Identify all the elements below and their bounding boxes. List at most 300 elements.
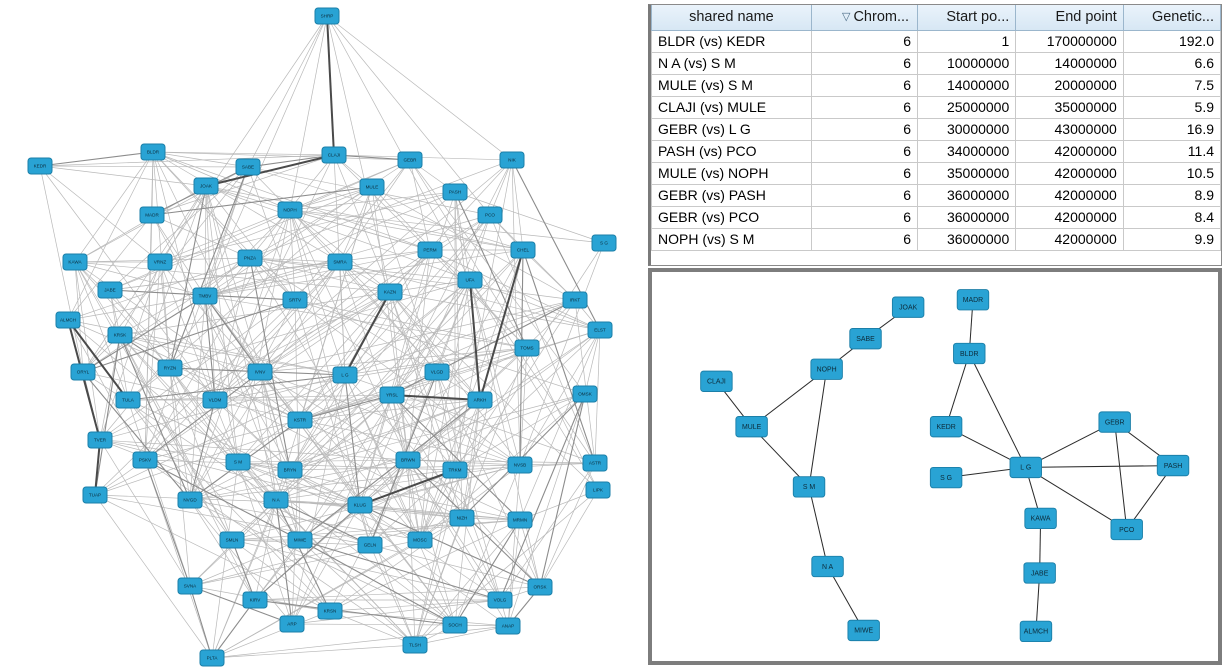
- node-shape[interactable]: [178, 492, 202, 508]
- table-cell-start_point[interactable]: 35000000: [918, 162, 1016, 184]
- network-edge[interactable]: [300, 540, 415, 645]
- node-vlgd[interactable]: [425, 364, 449, 380]
- network-edge[interactable]: [40, 166, 248, 167]
- node-noph[interactable]: [278, 202, 302, 218]
- node-klug[interactable]: [348, 497, 372, 513]
- network-edge[interactable]: [205, 296, 215, 400]
- network-edge[interactable]: [327, 16, 334, 155]
- node-shape[interactable]: [573, 386, 597, 402]
- node-bryn[interactable]: [278, 462, 302, 478]
- node-s-m[interactable]: [793, 477, 824, 497]
- node-shape[interactable]: [1111, 519, 1142, 539]
- network-edge[interactable]: [215, 262, 340, 400]
- node-shape[interactable]: [586, 482, 610, 498]
- table-cell-chromosome[interactable]: 6: [811, 118, 917, 140]
- table-row[interactable]: [652, 140, 1221, 162]
- node-s-m[interactable]: [226, 454, 250, 470]
- node-shape[interactable]: [793, 477, 824, 497]
- network-edge[interactable]: [95, 335, 120, 495]
- node-krsn[interactable]: [318, 603, 342, 619]
- node-shape[interactable]: [88, 432, 112, 448]
- node-shrp[interactable]: [315, 8, 339, 24]
- node-sabe[interactable]: [850, 328, 881, 348]
- node-shape[interactable]: [226, 454, 250, 470]
- node-shape[interactable]: [701, 371, 732, 391]
- node-shape[interactable]: [56, 312, 80, 328]
- node-shape[interactable]: [450, 510, 474, 526]
- node-shape[interactable]: [141, 144, 165, 160]
- node-ryzn[interactable]: [158, 360, 182, 376]
- node-shape[interactable]: [443, 462, 467, 478]
- node-svna[interactable]: [178, 578, 202, 594]
- node-shape[interactable]: [63, 254, 87, 270]
- node-miwe[interactable]: [288, 532, 312, 548]
- node-vldm[interactable]: [203, 392, 227, 408]
- node-label: KSTR: [293, 417, 307, 423]
- node-jabe[interactable]: [1024, 563, 1055, 583]
- node-shape[interactable]: [236, 159, 260, 175]
- table-column-label: End point: [1055, 9, 1117, 26]
- network-edge[interactable]: [969, 354, 1025, 468]
- node-shape[interactable]: [1025, 508, 1056, 528]
- network-edge[interactable]: [248, 167, 295, 300]
- table-cell-chromosome[interactable]: 6: [811, 206, 917, 228]
- network-edge[interactable]: [1026, 466, 1173, 468]
- node-shape[interactable]: [1099, 412, 1130, 432]
- table-cell-start_point[interactable]: 36000000: [918, 184, 1016, 206]
- node-madr[interactable]: [140, 207, 164, 223]
- table-column-header-genetic[interactable]: [1123, 5, 1220, 30]
- table-row[interactable]: [652, 184, 1221, 206]
- node-shape[interactable]: [563, 292, 587, 308]
- network-edge[interactable]: [205, 262, 340, 296]
- node-ivnv[interactable]: [248, 364, 272, 380]
- node-astr[interactable]: [583, 455, 607, 471]
- node-irkt[interactable]: [563, 292, 587, 308]
- node-shape[interactable]: [278, 202, 302, 218]
- node-shape[interactable]: [200, 650, 224, 666]
- table-cell-shared_name[interactable]: PASH (vs) PCO: [652, 140, 812, 162]
- node-kawa[interactable]: [1025, 508, 1056, 528]
- network-edge[interactable]: [334, 155, 512, 160]
- node-oryl[interactable]: [71, 364, 95, 380]
- node-mrmn[interactable]: [508, 512, 532, 528]
- node-shape[interactable]: [892, 297, 923, 317]
- node-jabe[interactable]: [98, 282, 122, 298]
- network-edge[interactable]: [437, 372, 508, 626]
- filtered-network-canvas[interactable]: [652, 272, 1218, 661]
- node-smra[interactable]: [328, 254, 352, 270]
- node-tula[interactable]: [116, 392, 140, 408]
- node-l-g[interactable]: [333, 367, 357, 383]
- network-edge[interactable]: [300, 292, 390, 420]
- node-shape[interactable]: [378, 284, 402, 300]
- node-shape[interactable]: [957, 290, 988, 310]
- table-cell-genetic[interactable]: 192.0: [1123, 30, 1220, 52]
- table-cell-chromosome[interactable]: 6: [811, 228, 917, 250]
- node-geln[interactable]: [358, 537, 382, 553]
- network-edge[interactable]: [512, 160, 523, 250]
- node-shape[interactable]: [443, 184, 467, 200]
- network-edge[interactable]: [809, 487, 828, 567]
- table-cell-chromosome[interactable]: 6: [811, 184, 917, 206]
- table-row[interactable]: [652, 228, 1221, 250]
- node-nik[interactable]: [500, 152, 524, 168]
- table-cell-genetic[interactable]: 16.9: [1123, 118, 1220, 140]
- node-krsk[interactable]: [108, 327, 132, 343]
- network-edge[interactable]: [327, 16, 470, 280]
- node-nvgd[interactable]: [178, 492, 202, 508]
- table-cell-genetic[interactable]: 10.5: [1123, 162, 1220, 184]
- table-column-label: Genetic...: [1151, 9, 1214, 26]
- node-shape[interactable]: [98, 282, 122, 298]
- network-edge[interactable]: [809, 369, 827, 487]
- node-pco[interactable]: [1111, 519, 1142, 539]
- node-perm[interactable]: [418, 242, 442, 258]
- node-tver[interactable]: [88, 432, 112, 448]
- table-cell-end_point[interactable]: 14000000: [1016, 52, 1124, 74]
- table-cell-shared_name[interactable]: GEBR (vs) PCO: [652, 206, 812, 228]
- node-shape[interactable]: [178, 578, 202, 594]
- node-tuap[interactable]: [83, 487, 107, 503]
- node-label: SABE: [856, 335, 875, 343]
- node-mule[interactable]: [360, 179, 384, 195]
- node-shape[interactable]: [930, 416, 961, 436]
- node-shape[interactable]: [588, 322, 612, 338]
- table-cell-genetic[interactable]: 5.9: [1123, 96, 1220, 118]
- table-cell-start_point[interactable]: 14000000: [918, 74, 1016, 96]
- node-shape[interactable]: [148, 254, 172, 270]
- network-edge[interactable]: [68, 296, 205, 320]
- node-nvsb[interactable]: [508, 457, 532, 473]
- node-toms[interactable]: [515, 340, 539, 356]
- table-cell-chromosome[interactable]: 6: [811, 162, 917, 184]
- network-edge[interactable]: [160, 16, 327, 262]
- table-row[interactable]: [652, 206, 1221, 228]
- node-pash[interactable]: [1157, 455, 1188, 475]
- table-cell-end_point[interactable]: 42000000: [1016, 228, 1124, 250]
- node-shape[interactable]: [1020, 621, 1051, 641]
- table-cell-start_point[interactable]: 30000000: [918, 118, 1016, 140]
- table-cell-start_point[interactable]: 1: [918, 30, 1016, 52]
- node-shape[interactable]: [508, 457, 532, 473]
- node-mosc[interactable]: [408, 532, 432, 548]
- node-shape[interactable]: [194, 178, 218, 194]
- node-shape[interactable]: [1010, 457, 1041, 477]
- node-shape[interactable]: [193, 288, 217, 304]
- node-s-g[interactable]: [592, 235, 616, 251]
- table-column-header-start_point[interactable]: [918, 5, 1016, 30]
- node-pco[interactable]: [478, 207, 502, 223]
- node-bldr[interactable]: [141, 144, 165, 160]
- network-edge[interactable]: [392, 395, 480, 400]
- table-column-header-shared_name[interactable]: [652, 5, 812, 30]
- node-shape[interactable]: [358, 537, 382, 553]
- table-cell-end_point[interactable]: 42000000: [1016, 184, 1124, 206]
- network-edge[interactable]: [540, 394, 585, 587]
- network-edge[interactable]: [205, 186, 206, 296]
- table-cell-end_point[interactable]: 42000000: [1016, 206, 1124, 228]
- network-edge[interactable]: [276, 187, 372, 500]
- node-shape[interactable]: [288, 532, 312, 548]
- table-cell-start_point[interactable]: 10000000: [918, 52, 1016, 74]
- node-shape[interactable]: [203, 392, 227, 408]
- node-nizh[interactable]: [450, 510, 474, 526]
- node-orsk[interactable]: [528, 579, 552, 595]
- network-edge[interactable]: [290, 210, 437, 372]
- node-shape[interactable]: [511, 242, 535, 258]
- table-cell-chromosome[interactable]: 6: [811, 52, 917, 74]
- node-label: ARP: [287, 621, 297, 627]
- table-cell-end_point[interactable]: 42000000: [1016, 140, 1124, 162]
- node-n-a[interactable]: [812, 556, 843, 576]
- node-pnza[interactable]: [238, 250, 262, 266]
- network-edge[interactable]: [110, 187, 372, 290]
- node-shape[interactable]: [403, 637, 427, 653]
- node-almch[interactable]: [1020, 621, 1051, 641]
- table-cell-shared_name[interactable]: CLAJI (vs) MULE: [652, 96, 812, 118]
- node-shape[interactable]: [140, 207, 164, 223]
- network-edge[interactable]: [946, 354, 969, 427]
- node-shape[interactable]: [1157, 455, 1188, 475]
- node-gebr[interactable]: [1099, 412, 1130, 432]
- table-cell-genetic[interactable]: 9.9: [1123, 228, 1220, 250]
- edge-attribute-table-panel[interactable]: [648, 4, 1222, 266]
- filtered-network-view[interactable]: [648, 268, 1222, 665]
- table-cell-start_point[interactable]: 36000000: [918, 228, 1016, 250]
- node-shape[interactable]: [850, 328, 881, 348]
- table-cell-chromosome[interactable]: 6: [811, 74, 917, 96]
- network-edge[interactable]: [152, 187, 372, 215]
- table-cell-genetic[interactable]: 7.5: [1123, 74, 1220, 96]
- table-cell-start_point[interactable]: 25000000: [918, 96, 1016, 118]
- network-edge[interactable]: [205, 192, 455, 296]
- node-label: N A: [821, 563, 834, 571]
- node-ufa[interactable]: [458, 272, 482, 288]
- network-edge[interactable]: [248, 16, 327, 167]
- node-lipk[interactable]: [586, 482, 610, 498]
- node-shape[interactable]: [515, 340, 539, 356]
- node-shape[interactable]: [811, 359, 842, 379]
- node-label: SMLN: [225, 537, 239, 543]
- table-cell-shared_name[interactable]: GEBR (vs) L G: [652, 118, 812, 140]
- node-shape[interactable]: [478, 207, 502, 223]
- node-claji[interactable]: [322, 147, 346, 163]
- node-shape[interactable]: [248, 364, 272, 380]
- node-shape[interactable]: [348, 497, 372, 513]
- node-shape[interactable]: [243, 592, 267, 608]
- node-shape[interactable]: [396, 452, 420, 468]
- node-shape[interactable]: [318, 603, 342, 619]
- table-cell-genetic[interactable]: 8.4: [1123, 206, 1220, 228]
- node-tmbv[interactable]: [193, 288, 217, 304]
- node-l-g[interactable]: [1010, 457, 1041, 477]
- node-arkh[interactable]: [468, 392, 492, 408]
- node-shape[interactable]: [443, 617, 467, 633]
- node-bldr[interactable]: [954, 343, 985, 363]
- node-shape[interactable]: [528, 579, 552, 595]
- node-shape[interactable]: [418, 242, 442, 258]
- node-shape[interactable]: [28, 158, 52, 174]
- node-shape[interactable]: [283, 292, 307, 308]
- table-cell-shared_name[interactable]: BLDR (vs) KEDR: [652, 30, 812, 52]
- node-kirv[interactable]: [243, 592, 267, 608]
- node-chel[interactable]: [511, 242, 535, 258]
- node-tlsh[interactable]: [403, 637, 427, 653]
- node-madr[interactable]: [957, 290, 988, 310]
- node-joak[interactable]: [194, 178, 218, 194]
- table-cell-end_point[interactable]: 170000000: [1016, 30, 1124, 52]
- node-almch[interactable]: [56, 312, 80, 328]
- node-miwe[interactable]: [848, 620, 879, 640]
- node-joak[interactable]: [892, 297, 923, 317]
- table-cell-shared_name[interactable]: N A (vs) S M: [652, 52, 812, 74]
- node-shape[interactable]: [583, 455, 607, 471]
- node-shape[interactable]: [496, 618, 520, 634]
- network-edge[interactable]: [160, 262, 190, 586]
- table-row[interactable]: [652, 96, 1221, 118]
- node-shape[interactable]: [848, 620, 879, 640]
- table-cell-chromosome[interactable]: 6: [811, 30, 917, 52]
- node-shape[interactable]: [278, 462, 302, 478]
- network-edge[interactable]: [1115, 422, 1127, 529]
- node-shape[interactable]: [380, 387, 404, 403]
- node-shape[interactable]: [133, 452, 157, 468]
- network-edge[interactable]: [540, 490, 598, 587]
- table-row[interactable]: [652, 52, 1221, 74]
- table-cell-shared_name[interactable]: NOPH (vs) S M: [652, 228, 812, 250]
- node-yrsl[interactable]: [380, 387, 404, 403]
- node-shape[interactable]: [360, 179, 384, 195]
- table-cell-shared_name[interactable]: MULE (vs) NOPH: [652, 162, 812, 184]
- network-edge[interactable]: [500, 394, 585, 600]
- table-column-header-chromosome[interactable]: [811, 5, 917, 30]
- table-cell-end_point[interactable]: 43000000: [1016, 118, 1124, 140]
- node-brwn[interactable]: [396, 452, 420, 468]
- network-edge[interactable]: [408, 330, 600, 460]
- node-mule[interactable]: [736, 416, 767, 436]
- table-cell-chromosome[interactable]: 6: [811, 96, 917, 118]
- node-shape[interactable]: [322, 147, 346, 163]
- node-kedr[interactable]: [930, 416, 961, 436]
- network-edge[interactable]: [372, 187, 527, 348]
- node-kedr[interactable]: [28, 158, 52, 174]
- table-row[interactable]: [652, 118, 1221, 140]
- node-smln[interactable]: [220, 532, 244, 548]
- node-srtv[interactable]: [283, 292, 307, 308]
- node-s-g[interactable]: [930, 467, 961, 487]
- table-cell-shared_name[interactable]: MULE (vs) S M: [652, 74, 812, 96]
- table-cell-end_point[interactable]: 35000000: [1016, 96, 1124, 118]
- node-shape[interactable]: [83, 487, 107, 503]
- node-shape[interactable]: [500, 152, 524, 168]
- network-edge[interactable]: [540, 463, 595, 587]
- node-kawa[interactable]: [63, 254, 87, 270]
- node-shape[interactable]: [158, 360, 182, 376]
- node-shape[interactable]: [954, 343, 985, 363]
- node-shape[interactable]: [458, 272, 482, 288]
- node-n-a[interactable]: [264, 492, 288, 508]
- table-row[interactable]: [652, 74, 1221, 96]
- node-pskv[interactable]: [133, 452, 157, 468]
- table-body[interactable]: [652, 30, 1221, 250]
- node-shape[interactable]: [220, 532, 244, 548]
- node-arp[interactable]: [280, 616, 304, 632]
- edge-attribute-table[interactable]: [651, 5, 1221, 251]
- network-edge[interactable]: [292, 624, 455, 625]
- node-anap[interactable]: [496, 618, 520, 634]
- table-cell-start_point[interactable]: 34000000: [918, 140, 1016, 162]
- node-shape[interactable]: [280, 616, 304, 632]
- table-cell-chromosome[interactable]: 6: [811, 140, 917, 162]
- table-cell-end_point[interactable]: 42000000: [1016, 162, 1124, 184]
- node-shape[interactable]: [116, 392, 140, 408]
- node-plta[interactable]: [200, 650, 224, 666]
- table-cell-genetic[interactable]: 6.6: [1123, 52, 1220, 74]
- node-shape[interactable]: [468, 392, 492, 408]
- node-label: CHEL: [516, 247, 530, 253]
- node-gebr[interactable]: [398, 152, 422, 168]
- table-cell-genetic[interactable]: 11.4: [1123, 140, 1220, 162]
- node-shape[interactable]: [408, 532, 432, 548]
- table-cell-genetic[interactable]: 8.9: [1123, 184, 1220, 206]
- node-shape[interactable]: [328, 254, 352, 270]
- filter-icon[interactable]: ▽: [841, 11, 851, 24]
- node-elst[interactable]: [588, 322, 612, 338]
- node-omsk[interactable]: [573, 386, 597, 402]
- node-shape[interactable]: [398, 152, 422, 168]
- table-cell-end_point[interactable]: 20000000: [1016, 74, 1124, 96]
- node-shape[interactable]: [333, 367, 357, 383]
- network-edge[interactable]: [95, 495, 212, 658]
- node-kstr[interactable]: [288, 412, 312, 428]
- node-shape[interactable]: [1024, 563, 1055, 583]
- node-shape[interactable]: [592, 235, 616, 251]
- network-edge[interactable]: [190, 586, 212, 658]
- network-edge[interactable]: [290, 395, 392, 470]
- node-shape[interactable]: [108, 327, 132, 343]
- node-pash[interactable]: [443, 184, 467, 200]
- node-shape[interactable]: [315, 8, 339, 24]
- node-kazn[interactable]: [378, 284, 402, 300]
- network-edge[interactable]: [206, 186, 523, 250]
- network-edge[interactable]: [206, 155, 334, 186]
- node-volg[interactable]: [488, 592, 512, 608]
- table-cell-start_point[interactable]: 36000000: [918, 206, 1016, 228]
- node-shape[interactable]: [930, 467, 961, 487]
- node-shape[interactable]: [508, 512, 532, 528]
- node-shape[interactable]: [264, 492, 288, 508]
- node-claji[interactable]: [701, 371, 732, 391]
- node-shape[interactable]: [425, 364, 449, 380]
- node-vrnz[interactable]: [148, 254, 172, 270]
- node-shape[interactable]: [812, 556, 843, 576]
- network-edge[interactable]: [340, 187, 372, 262]
- table-row[interactable]: [652, 162, 1221, 184]
- node-shape[interactable]: [288, 412, 312, 428]
- node-shape[interactable]: [736, 416, 767, 436]
- node-shape[interactable]: [488, 592, 512, 608]
- node-shape[interactable]: [238, 250, 262, 266]
- node-shape[interactable]: [71, 364, 95, 380]
- node-noph[interactable]: [811, 359, 842, 379]
- node-trkm[interactable]: [443, 462, 467, 478]
- node-sabe[interactable]: [236, 159, 260, 175]
- node-soch[interactable]: [443, 617, 467, 633]
- table-cell-shared_name[interactable]: GEBR (vs) PASH: [652, 184, 812, 206]
- table-column-header-end_point[interactable]: [1016, 5, 1124, 30]
- table-row[interactable]: [652, 30, 1221, 52]
